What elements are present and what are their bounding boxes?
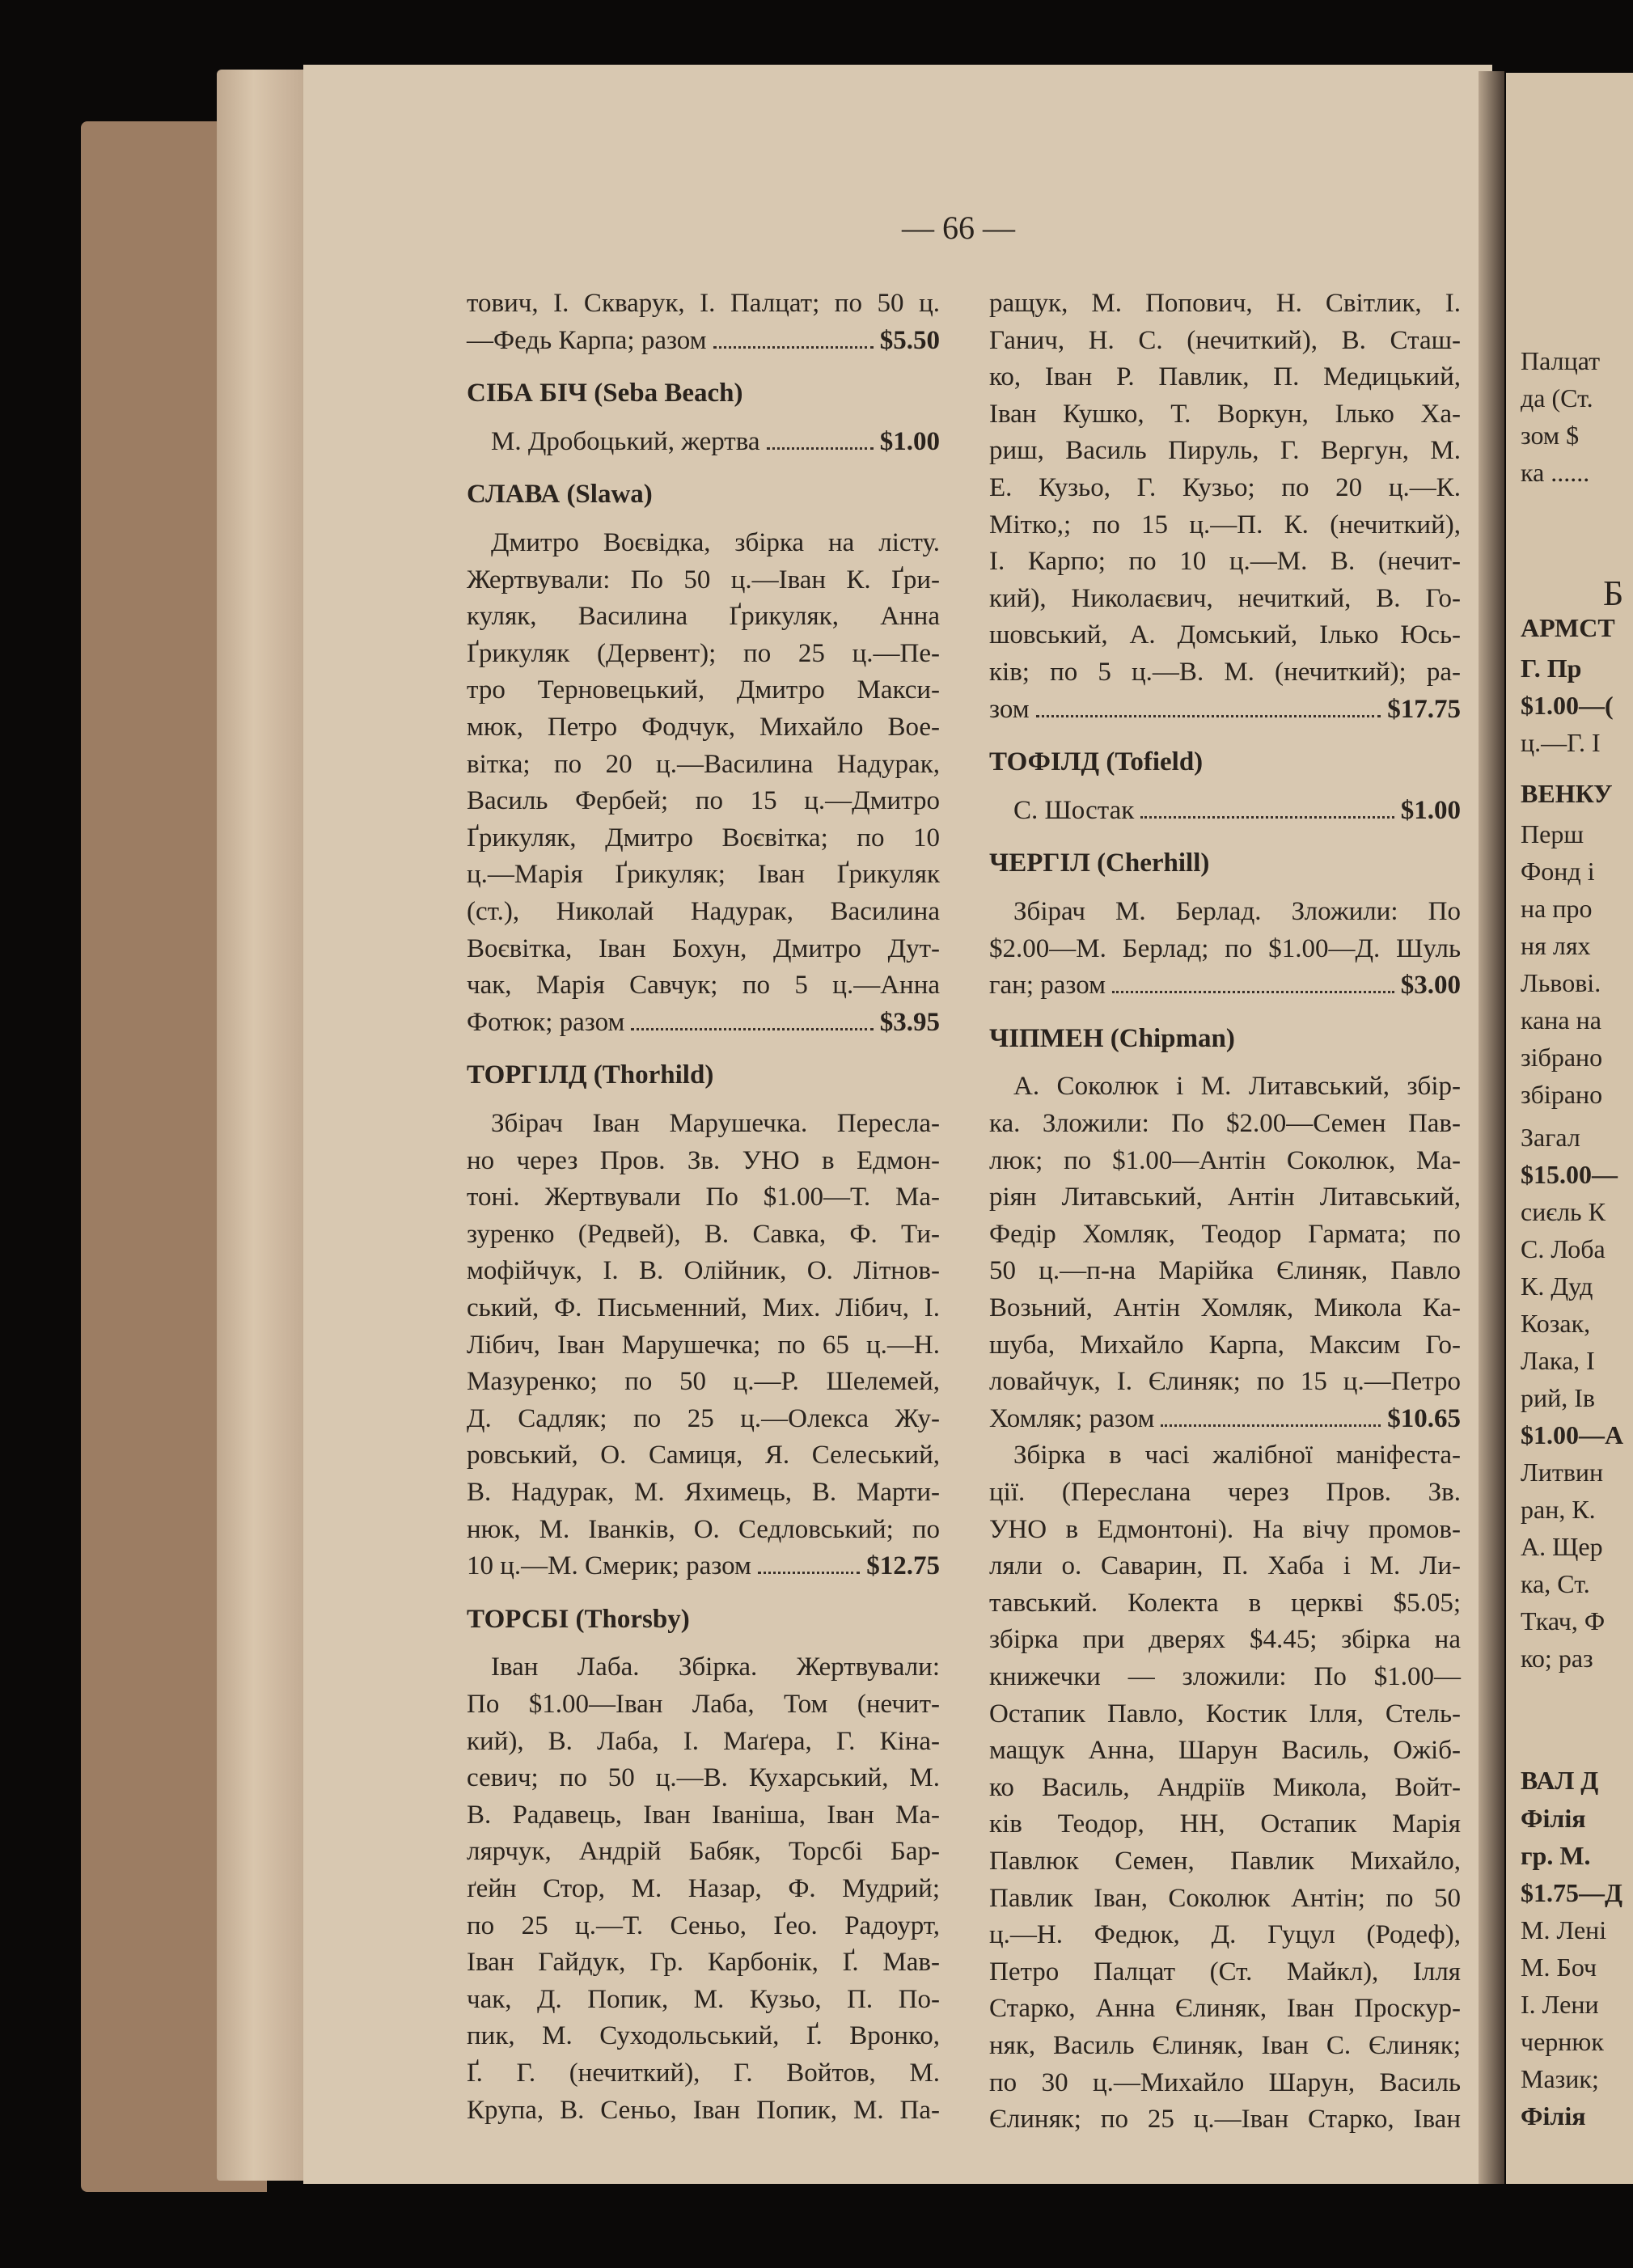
facing-page-fragment: $15.00—: [1521, 1160, 1618, 1189]
facing-page-fragment: $1.75—Д: [1521, 1878, 1623, 1907]
facing-page-fragment: зом $: [1521, 421, 1580, 450]
text-line: Жертвували: По 50 ц.—Іван К. Ґри-: [467, 565, 940, 595]
total-amount: $3.00: [1400, 971, 1461, 1001]
total-line: [989, 692, 1461, 729]
text-line: ращук, М. Попович, Н. Світлик, І.: [989, 289, 1461, 318]
text-line: В. Радавець, Іван Іваніша, Іван Ма-: [467, 1800, 940, 1830]
total-amount: $12.75: [866, 1551, 940, 1581]
text-line: люк; по $1.00—Антін Соколюк, Ма-: [989, 1145, 1461, 1175]
total-amount: $1.00: [879, 426, 940, 456]
text-line: 50 ц.—п-на Марійка Єлиняк, Павло: [989, 1256, 1461, 1286]
facing-page-fragment: ка ......: [1521, 458, 1590, 487]
facing-page-fragment: Б: [1603, 573, 1624, 613]
total-label: С. Шостак: [1013, 795, 1135, 825]
dot-leader: [713, 346, 874, 349]
text-line: мофійчук, І. В. Олійник, О. Літнов-: [467, 1256, 940, 1286]
text-line: тович, І. Скварук, І. Палцат; по 50 ц.: [467, 289, 940, 318]
facing-page-fragment: Лака, І: [1521, 1346, 1595, 1375]
facing-page-fragment: Львові.: [1521, 968, 1601, 997]
facing-page-fragment: Загал: [1521, 1123, 1580, 1152]
facing-page-fragment: ран, К.: [1521, 1495, 1596, 1524]
text-line: Остапик Павло, Костик Ілля, Стель-: [989, 1699, 1461, 1729]
total-label: М. Дробоцький, жертва: [491, 426, 760, 456]
text-line: Іван Лаба. Збірка. Жертвували:: [491, 1652, 940, 1682]
facing-page-fragment: С. Лоба: [1521, 1234, 1606, 1263]
text-line: По $1.00—Іван Лаба, Том (нечит-: [467, 1690, 940, 1719]
section-heading: СІБА БІЧ (Seba Beach): [467, 379, 743, 408]
facing-page-fragment: рий, Ів: [1521, 1383, 1596, 1412]
text-line: Лібич, Іван Марушечка; по 65 ц.—Н.: [467, 1330, 940, 1360]
facing-page-fragment: Литвин: [1521, 1458, 1604, 1487]
text-line: Возьний, Антін Хомляк, Микола Ка-: [989, 1293, 1461, 1322]
text-line: Ганич, Н. С. (нечиткий), В. Сташ-: [989, 325, 1461, 355]
facing-page-fragment: зібрано: [1521, 1043, 1603, 1072]
facing-page-fragment: ка, Ст.: [1521, 1569, 1590, 1598]
text-line: шуба, Михайло Карпа, Максим Го-: [989, 1330, 1461, 1360]
text-line: Збірач Іван Марушечка. Пересла-: [491, 1109, 940, 1138]
text-line: (ст.), Николай Надурак, Василина: [467, 897, 940, 926]
text-line: ц.—Марія Ґрикуляк; Іван Ґрикуляк: [467, 860, 940, 890]
total-amount: $5.50: [879, 325, 940, 355]
facing-page-fragment: ня лях: [1521, 931, 1591, 960]
text-line: ків; по 5 ц.—В. М. (нечиткий); ра-: [989, 658, 1461, 687]
total-label: Хомляк; разом: [989, 1403, 1155, 1433]
facing-page-fragment: чернюк: [1521, 2027, 1604, 2056]
text-line: Крупа, В. Сеньо, Іван Попик, М. Па-: [467, 2095, 940, 2125]
text-line: Воєвітка, Іван Бохун, Дмитро Дут-: [467, 933, 940, 963]
text-line: Збірка в часі жалібної маніфеста-: [1013, 1441, 1461, 1470]
text-line: збірка при дверях $4.45; збірка на: [989, 1625, 1461, 1655]
text-line: ків Теодор, НН, Остапик Марія: [989, 1809, 1461, 1839]
text-line: Ґрикуляк, Дмитро Воєвітка; по 10: [467, 823, 940, 853]
text-line: ка. Зложили: По $2.00—Семен Пав-: [989, 1109, 1461, 1138]
total-amount: $17.75: [1387, 694, 1461, 724]
dot-leader: [1161, 1424, 1381, 1427]
facing-page-fragment: на про: [1521, 894, 1593, 923]
facing-page: [1506, 73, 1633, 2184]
facing-page-fragment: гр. М.: [1521, 1841, 1591, 1870]
text-line: по 30 ц.—Михайло Шарун, Василь: [989, 2067, 1461, 2097]
text-line: Павлик Іван, Соколюк Антін; по 50: [989, 1883, 1461, 1913]
text-line: ський, Ф. Письменний, Мих. Лібич, І.: [467, 1293, 940, 1322]
text-line: Мазуренко; по 50 ц.—Р. Шелемей,: [467, 1367, 940, 1397]
total-label: 10 ц.—М. Смерик; разом: [467, 1551, 751, 1581]
section-heading: ТОРСБІ (Thorsby): [467, 1604, 690, 1634]
facing-page-fragment: збірано: [1521, 1080, 1603, 1109]
facing-page-fragment: ВАЛ Д: [1521, 1766, 1599, 1795]
text-line: нюк, М. Іванків, О. Седловський; по: [467, 1514, 940, 1544]
total-label: ган; разом: [989, 971, 1106, 1001]
text-line: ґейн Стор, М. Назар, Ф. Мудрий;: [467, 1874, 940, 1903]
text-line: кий), Николаєвич, нечиткий, В. Го-: [989, 583, 1461, 613]
text-line: кий), В. Лаба, І. Маґера, Г. Кіна-: [467, 1726, 940, 1756]
facing-page-fragment: да (Ст.: [1521, 383, 1593, 413]
facing-page-fragment: Фонд і: [1521, 857, 1595, 886]
facing-page-fragment: кана на: [1521, 1005, 1601, 1035]
total-amount: $3.95: [879, 1007, 940, 1037]
section-heading: ТОФІЛД (Tofield): [989, 747, 1204, 777]
facing-page-fragment: Перш: [1521, 819, 1584, 848]
text-line: Ґрикуляк (Дервент); по 25 ц.—Пе-: [467, 638, 940, 668]
text-line: по 25 ц.—Т. Сеньо, Ґео. Радоурт,: [467, 1910, 940, 1940]
text-line: Дмитро Воєвідка, збірка на лісту.: [491, 528, 940, 557]
text-line: пик, М. Суходольський, Ґ. Вронко,: [467, 2021, 940, 2051]
text-line: Ґ. Г. (нечиткий), Г. Войтов, М.: [467, 2059, 940, 2088]
text-line: зуренко (Редвей), В. Савка, Ф. Ти-: [467, 1219, 940, 1249]
text-line: шовський, А. Домський, Ілько Юсь-: [989, 620, 1461, 650]
facing-page-fragment: ВЕНКУ: [1521, 779, 1613, 808]
facing-page-fragment: Козак,: [1521, 1309, 1591, 1338]
text-line: Павлюк Семен, Павлик Михайло,: [989, 1847, 1461, 1876]
page-number: — 66 —: [902, 209, 1015, 246]
text-line: севич; по 50 ц.—В. Кухарський, М.: [467, 1763, 940, 1793]
total-line: [491, 424, 940, 461]
text-line: ляли о. Саварин, П. Хаба і М. Ли-: [989, 1551, 1461, 1581]
text-line: А. Соколюк і М. Литавський, збір-: [1013, 1072, 1461, 1102]
text-line: ції. (Переслана через Пров. Зв.: [989, 1478, 1461, 1507]
text-line: Мітко,; по 15 ц.—П. К. (нечиткий),: [989, 510, 1461, 539]
facing-page-fragment: І. Лени: [1521, 1990, 1599, 2019]
facing-page-fragment: М. Боч: [1521, 1953, 1597, 1982]
total-line: [989, 1401, 1461, 1438]
total-label: —Федь Карпа; разом: [467, 325, 707, 355]
text-line: но через Пров. Зв. УНО в Едмон-: [467, 1145, 940, 1175]
text-line: ловайчук, І. Єлиняк; по 15 ц.—Петро: [989, 1367, 1461, 1397]
text-line: ко Василь, Андріїв Микола, Войт-: [989, 1772, 1461, 1802]
total-line: [467, 1548, 940, 1585]
total-label: Фотюк; разом: [467, 1007, 625, 1037]
facing-page-fragment: АРМСТ: [1521, 613, 1615, 642]
text-line: чак, Д. Попик, М. Кузьо, П. По-: [467, 1984, 940, 2014]
text-line: Збірач М. Берлад. Зложили: По: [1013, 897, 1461, 926]
text-line: чак, Марія Савчук; по 5 ц.—Анна: [467, 971, 940, 1001]
dot-leader: [1036, 715, 1381, 717]
facing-page-fragment: сиєль К: [1521, 1197, 1606, 1226]
text-line: лярчук, Андрій Бабяк, Торсбі Бар-: [467, 1837, 940, 1867]
total-line: [467, 323, 940, 360]
text-line: Е. Кузьо, Г. Кузьо; по 20 ц.—К.: [989, 473, 1461, 502]
text-line: І. Карпо; по 10 ц.—М. В. (нечит-: [989, 547, 1461, 577]
book-gutter: [1479, 71, 1504, 2184]
text-line: тоні. Жертвували По $1.00—Т. Ма-: [467, 1183, 940, 1212]
text-line: $2.00—М. Берлад; по $1.00—Д. Шуль: [989, 933, 1461, 963]
total-line: [467, 1005, 940, 1042]
facing-page-fragment: Філія: [1521, 1804, 1586, 1833]
text-line: куляк, Василина Ґрикуляк, Анна: [467, 602, 940, 632]
facing-page-fragment: М. Лені: [1521, 1915, 1607, 1944]
text-line: Іван Гайдук, Гр. Карбонік, Ґ. Мав-: [467, 1948, 940, 1978]
text-line: Єлиняк; по 25 ц.—Іван Старко, Іван: [989, 2105, 1461, 2135]
text-line: тавський. Колекта в церкві $5.05;: [989, 1588, 1461, 1618]
facing-page-fragment: Ткач, Ф: [1521, 1606, 1606, 1635]
text-line: вітка; по 20 ц.—Василина Надурак,: [467, 749, 940, 779]
facing-page-fragment: Палцат: [1521, 346, 1601, 375]
text-line: риш, Василь Пируль, Г. Вергун, М.: [989, 436, 1461, 466]
section-heading: ЧЕРГІЛ (Cherhill): [989, 848, 1210, 878]
dot-leader: [1112, 991, 1394, 993]
facing-page-fragment: ко; раз: [1521, 1644, 1593, 1673]
facing-page-fragment: Філія: [1521, 2101, 1586, 2130]
total-line: [989, 967, 1461, 1005]
dot-leader: [1140, 816, 1394, 819]
text-line: няк, Василь Єлиняк, Іван С. Єлиняк;: [989, 2031, 1461, 2060]
section-heading: ЧІПМЕН (Chipman): [989, 1023, 1235, 1053]
text-line: Д. Садляк; по 25 ц.—Олекса Жу-: [467, 1403, 940, 1433]
total-amount: $1.00: [1400, 795, 1461, 825]
dot-leader: [767, 447, 874, 450]
facing-page-fragment: А. Щер: [1521, 1532, 1603, 1561]
text-line: мащук Анна, Шарун Василь, Ожіб-: [989, 1736, 1461, 1766]
text-line: В. Надурак, М. Яхимець, В. Марти-: [467, 1478, 940, 1507]
text-line: Василь Фербей; по 15 ц.—Дмитро: [467, 786, 940, 816]
text-line: Старко, Анна Єлиняк, Іван Проскур-: [989, 1994, 1461, 2024]
text-line: ріян Литавський, Антін Литавський,: [989, 1183, 1461, 1212]
total-label: зом: [989, 694, 1030, 724]
facing-page-fragment: $1.00—(: [1521, 691, 1614, 720]
text-line: ц.—Н. Федюк, Д. Гуцул (Родеф),: [989, 1920, 1461, 1950]
total-amount: $10.65: [1387, 1403, 1461, 1433]
facing-page-fragment: Г. Пр: [1521, 654, 1582, 683]
facing-page-fragment: К. Дуд: [1521, 1272, 1593, 1301]
section-heading: СЛАВА (Slawa): [467, 480, 653, 510]
dot-leader: [631, 1028, 873, 1030]
facing-page-fragment: $1.00—А: [1521, 1420, 1624, 1449]
text-line: УНО в Едмонтоні). На вічу промов-: [989, 1514, 1461, 1544]
section-heading: ТОРГІЛД (Thorhild): [467, 1060, 714, 1090]
text-line: ко, Іван Р. Павлик, П. Медицький,: [989, 362, 1461, 392]
text-line: тро Терновецький, Дмитро Макси-: [467, 675, 940, 705]
text-line: мюк, Петро Фодчук, Михайло Вое-: [467, 713, 940, 742]
total-line: [1013, 793, 1461, 830]
dot-leader: [758, 1572, 860, 1574]
text-line: Федір Хомляк, Теодор Гармата; по: [989, 1219, 1461, 1249]
text-line: Іван Кушко, Т. Воркун, Ілько Ха-: [989, 399, 1461, 429]
facing-page-fragment: ц.—Г. І: [1521, 728, 1601, 757]
text-line: ровський, О. Самиця, Я. Селеський,: [467, 1441, 940, 1470]
text-line: Петро Палцат (Ст. Майкл), Ілля: [989, 1957, 1461, 1987]
facing-page-fragment: Мазик;: [1521, 2064, 1599, 2093]
text-line: книжечки — зложили: По $1.00—: [989, 1662, 1461, 1691]
